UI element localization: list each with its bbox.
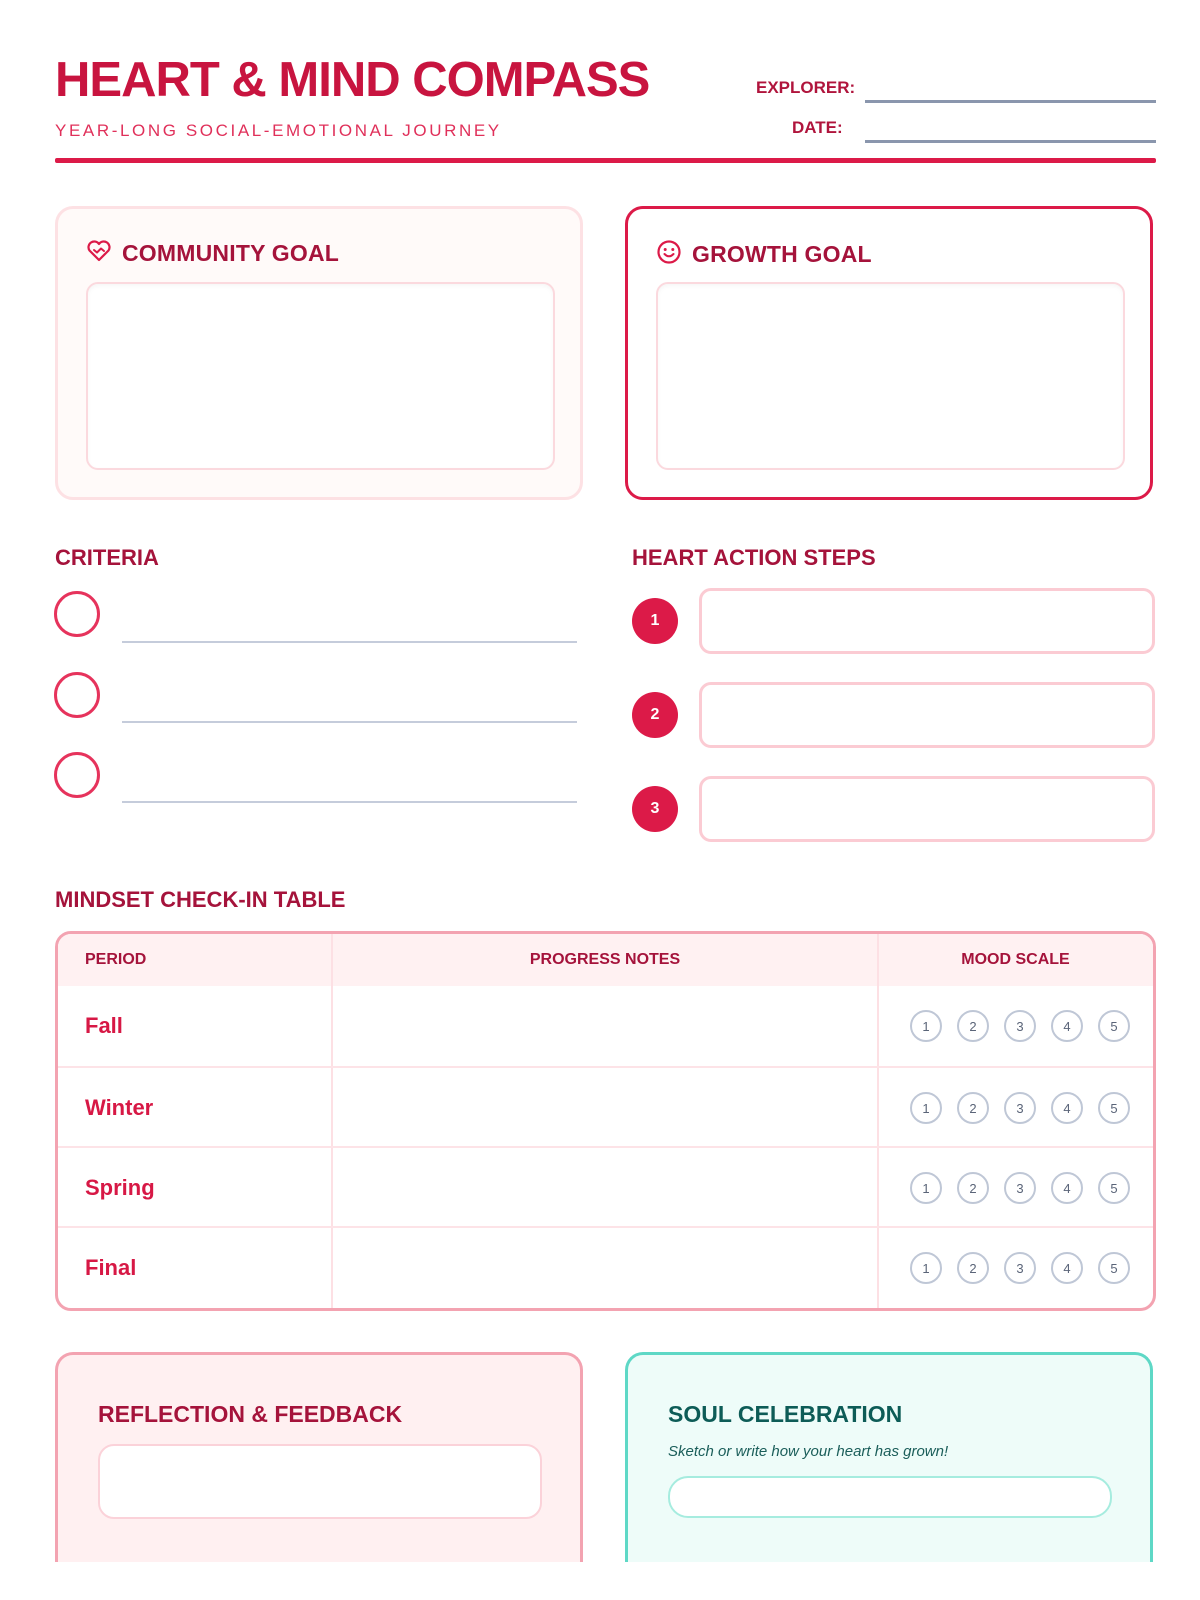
period-label: Fall xyxy=(85,1013,123,1038)
mindset-checkin-table xyxy=(55,931,1156,1311)
community-goal-card xyxy=(55,206,583,500)
growth-goal-card xyxy=(625,206,1153,500)
mood-option[interactable]: 1 xyxy=(910,1092,942,1124)
mood-option[interactable]: 1 xyxy=(910,1172,942,1204)
table-row xyxy=(58,1146,1153,1227)
mood-option[interactable]: 1 xyxy=(910,1010,942,1042)
community-goal-header xyxy=(86,239,339,268)
criteria-checkbox-3[interactable] xyxy=(54,752,100,798)
mood-option[interactable]: 3 xyxy=(1004,1092,1036,1124)
explorer-input-line[interactable] xyxy=(865,100,1156,103)
table-header-row xyxy=(58,934,1153,986)
soul-celebration-subtitle: Sketch or write how your heart has grown! xyxy=(668,1443,949,1460)
growth-goal-input[interactable] xyxy=(656,282,1125,470)
step-input-2[interactable] xyxy=(699,682,1155,748)
mood-scale xyxy=(910,1148,1130,1228)
period-label: Final xyxy=(85,1255,137,1280)
growth-goal-title: GROWTH GOAL xyxy=(692,241,872,267)
date-label: DATE: xyxy=(792,118,843,137)
mood-option[interactable]: 1 xyxy=(910,1252,942,1284)
step-number-badge: 1 xyxy=(632,598,678,644)
table-row xyxy=(58,1066,1153,1147)
criteria-line-2[interactable] xyxy=(122,721,577,723)
table-row xyxy=(58,986,1153,1067)
progress-notes-cell[interactable] xyxy=(333,1068,877,1148)
mood-option[interactable]: 2 xyxy=(957,1092,989,1124)
step-input-3[interactable] xyxy=(699,776,1155,842)
heart-handshake-icon xyxy=(86,239,112,268)
mood-option[interactable]: 4 xyxy=(1051,1010,1083,1042)
mood-option[interactable]: 2 xyxy=(957,1010,989,1042)
heart-action-steps-title: HEART ACTION STEPS xyxy=(632,545,876,570)
criteria-checkbox-1[interactable] xyxy=(54,591,100,637)
period-label: Spring xyxy=(85,1175,155,1200)
progress-notes-cell[interactable] xyxy=(333,1228,877,1308)
progress-notes-cell[interactable] xyxy=(333,986,877,1066)
mood-scale xyxy=(910,1068,1130,1148)
mood-option[interactable]: 5 xyxy=(1098,1252,1130,1284)
mood-option[interactable]: 2 xyxy=(957,1172,989,1204)
criteria-title: CRITERIA xyxy=(55,545,159,570)
step-number-badge: 2 xyxy=(632,692,678,738)
mindset-table-title: MINDSET CHECK-IN TABLE xyxy=(55,887,346,912)
mood-option[interactable]: 3 xyxy=(1004,1172,1036,1204)
soul-celebration-input[interactable] xyxy=(668,1476,1112,1518)
page-title: HEART & MIND COMPASS xyxy=(55,53,650,107)
column-header-progress-notes: PROGRESS NOTES xyxy=(529,951,681,968)
mood-option[interactable]: 4 xyxy=(1051,1172,1083,1204)
mood-option[interactable]: 4 xyxy=(1051,1252,1083,1284)
step-input-1[interactable] xyxy=(699,588,1155,654)
criteria-line-1[interactable] xyxy=(122,641,577,643)
column-header-mood-scale: MOOD SCALE xyxy=(961,951,1070,968)
community-goal-input[interactable] xyxy=(86,282,555,470)
soul-celebration-title: SOUL CELEBRATION xyxy=(668,1401,903,1427)
mood-option[interactable]: 3 xyxy=(1004,1252,1036,1284)
step-number-badge: 3 xyxy=(632,786,678,832)
mood-option[interactable]: 5 xyxy=(1098,1010,1130,1042)
mood-option[interactable]: 3 xyxy=(1004,1010,1036,1042)
community-goal-title: COMMUNITY GOAL xyxy=(122,240,340,266)
reflection-feedback-input[interactable] xyxy=(98,1444,542,1519)
mood-scale xyxy=(910,986,1130,1066)
mood-option[interactable]: 2 xyxy=(957,1252,989,1284)
mood-option[interactable]: 5 xyxy=(1098,1092,1130,1124)
mood-option[interactable]: 4 xyxy=(1051,1092,1083,1124)
progress-notes-cell[interactable] xyxy=(333,1148,877,1228)
mood-scale xyxy=(910,1228,1130,1308)
column-header-period: PERIOD xyxy=(85,951,147,968)
header-divider xyxy=(55,158,1156,163)
period-label: Winter xyxy=(85,1095,154,1120)
criteria-line-3[interactable] xyxy=(122,801,577,803)
smile-icon xyxy=(656,239,682,270)
explorer-label: EXPLORER: xyxy=(756,78,856,97)
reflection-feedback-title: REFLECTION & FEEDBACK xyxy=(98,1401,403,1427)
soul-celebration-card xyxy=(625,1352,1153,1562)
page-subtitle: YEAR-LONG SOCIAL-EMOTIONAL JOURNEY xyxy=(55,121,502,140)
mood-option[interactable]: 5 xyxy=(1098,1172,1130,1204)
criteria-checkbox-2[interactable] xyxy=(54,672,100,718)
table-row xyxy=(58,1226,1153,1307)
date-input-line[interactable] xyxy=(865,140,1156,143)
reflection-feedback-card xyxy=(55,1352,583,1562)
growth-goal-header xyxy=(656,239,872,270)
